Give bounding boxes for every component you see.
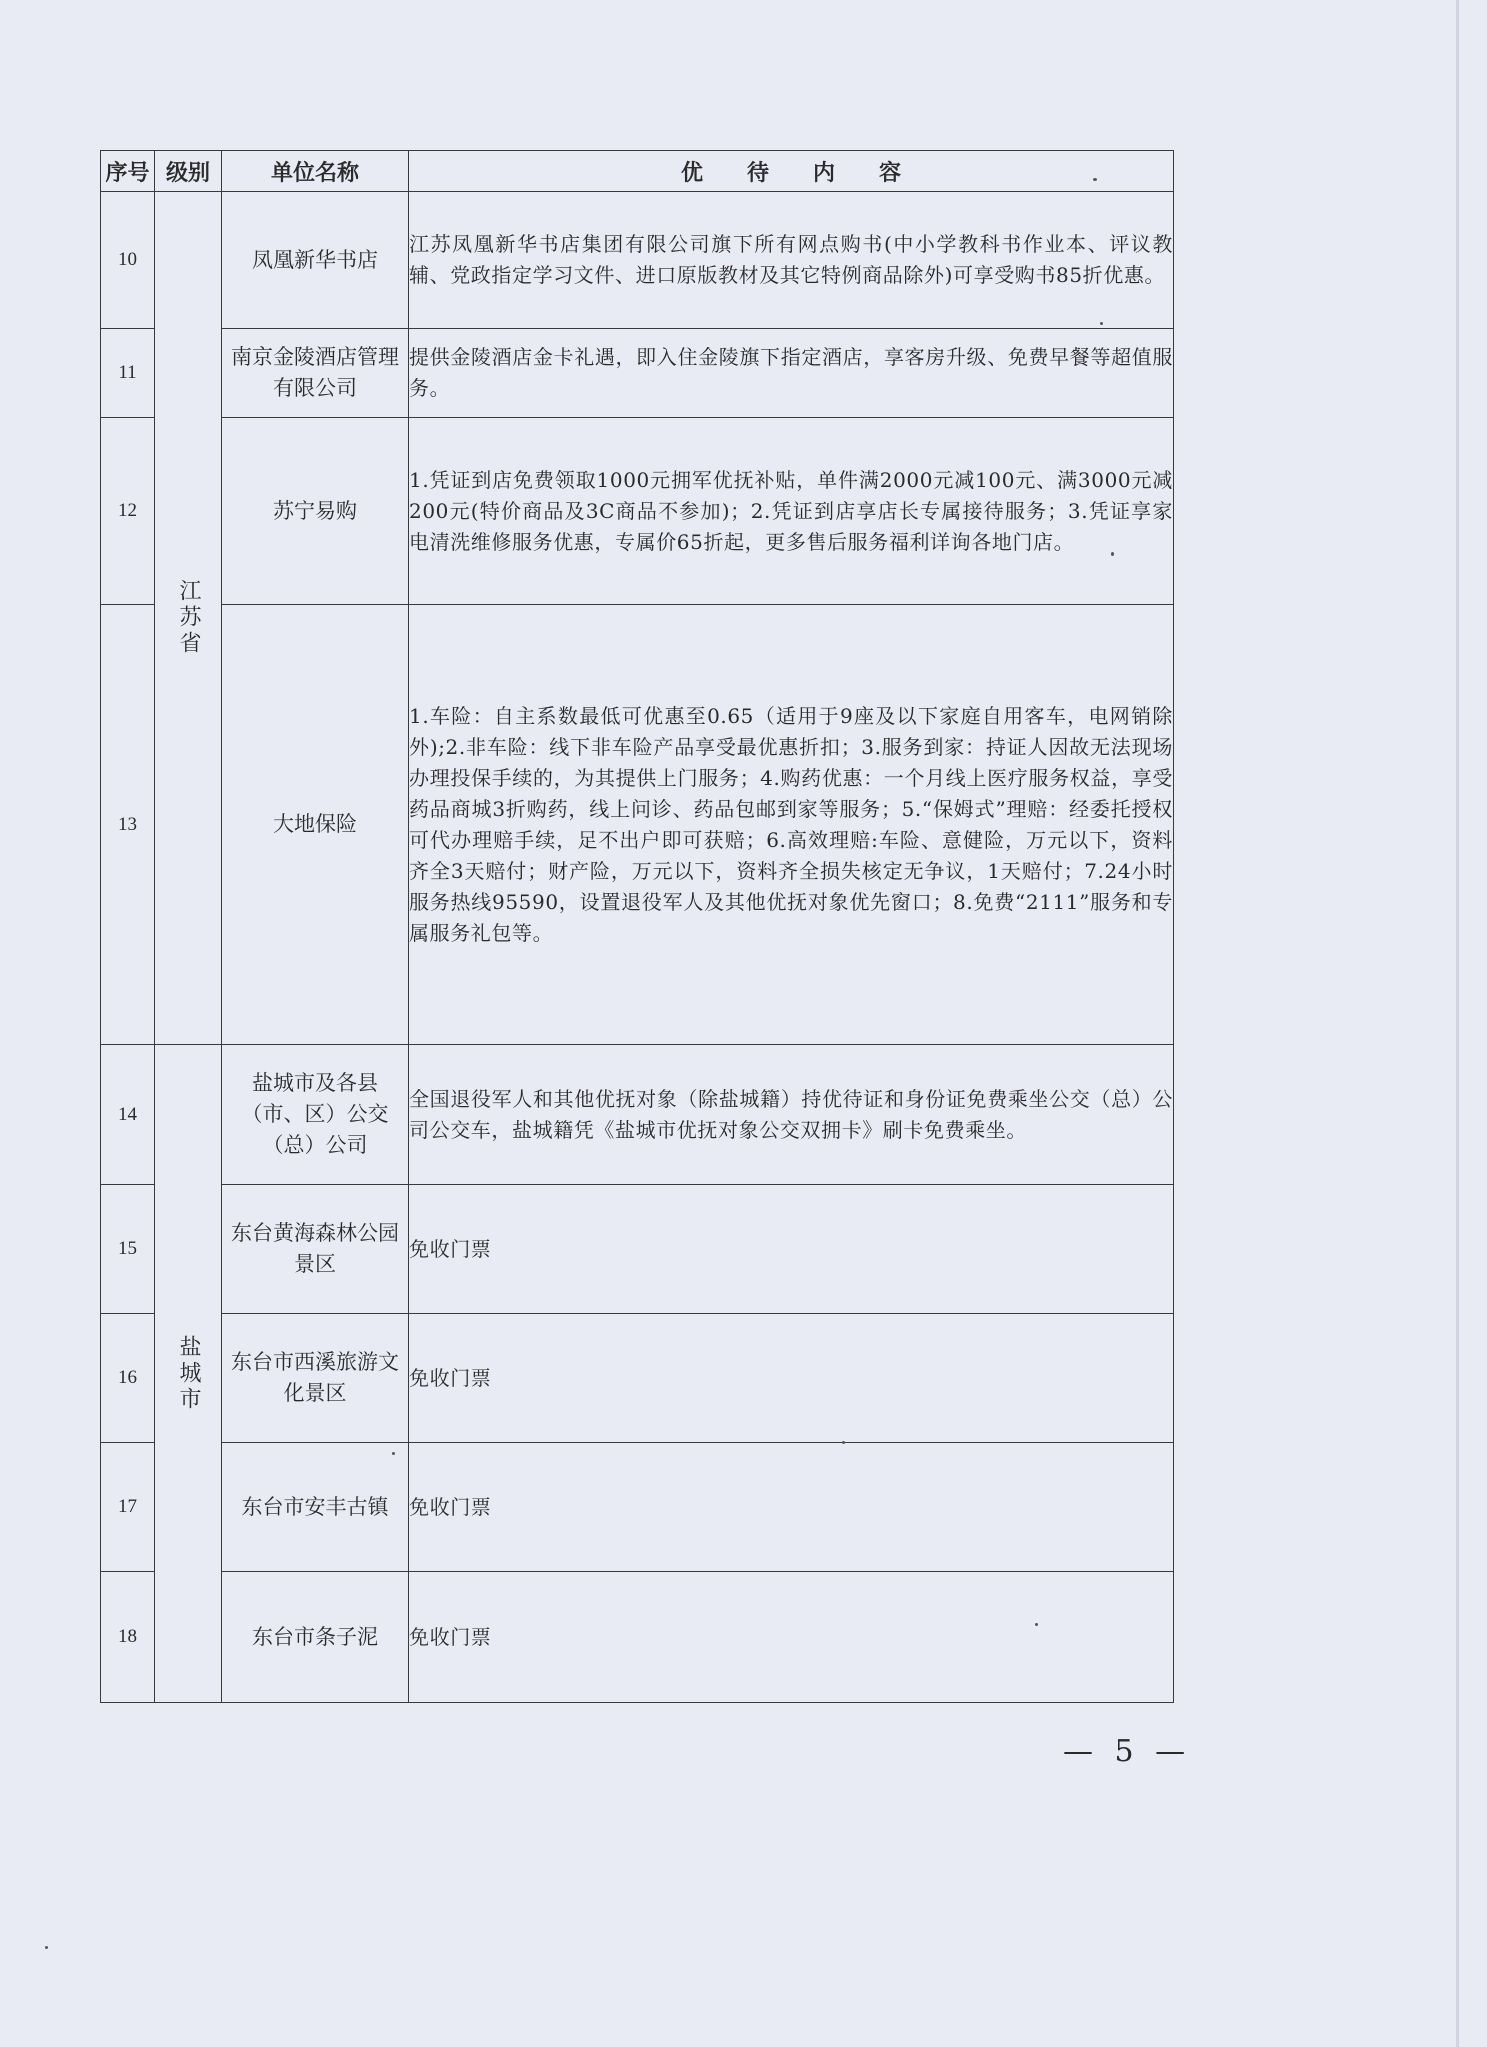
benefit-content: 江苏凤凰新华书店集团有限公司旗下所有网点购书(中小学教科书作业本、评议教辅、党政指定学习文件、进口原版教材及其它特例商品除外)可享受购书85折优惠。 <box>409 192 1174 329</box>
unit-name: 南京金陵酒店管理有限公司 <box>222 329 409 418</box>
scan-speck <box>1093 178 1097 181</box>
unit-name: 凤凰新华书店 <box>222 192 409 329</box>
table-row <box>101 1045 1174 1185</box>
benefit-content: 1.凭证到店免费领取1000元拥军优抚补贴，单件满2000元减100元、满3000元减200元(特价商品及3C商品不参加)；2.凭证到店享店长专属接待服务；3.凭证享家电清洗维修服务优惠，专属价65折起，更多售后服务福利详询各地门店。 <box>409 418 1174 605</box>
scan-speck <box>1111 552 1114 556</box>
page-number: — 5 — <box>1063 1734 1192 1769</box>
benefit-content: 1.车险：自主系数最低可优惠至0.65（适用于9座及以下家庭自用客车，电网销除外);2.非车险：线下非车险产品享受最优惠折扣；3.服务到家：持证人因故无法现场办理投保手续的，为其提供上门服务；4.购药优惠：一个月线上医疗服务权益，享受药品商城3折购药，线上问诊、药品包邮到家等服务；5.“保姆式”理赔：经委托授权可代办理赔手续，足不出户即可获赔；6.高效理赔:车险、意健险，万元以下，资料齐全3天赔付；财产险，万元以下，资料齐全损失核定无争议，1天赔付；7.24小时服务热线95590，设置退役军人及其他优抚对象优先窗口；8.免费“2111”服务和专属服务礼包等。 <box>409 605 1174 1045</box>
header-unit: 单位名称 <box>222 151 409 192</box>
page-edge <box>1456 0 1459 2047</box>
table-row <box>101 192 1174 329</box>
table-row <box>101 418 1174 605</box>
unit-name: 苏宁易购 <box>222 418 409 605</box>
benefit-content: 免收门票 <box>409 1185 1174 1314</box>
table-row <box>101 1572 1174 1703</box>
unit-name: 东台市安丰古镇 <box>222 1443 409 1572</box>
scan-speck <box>842 1441 845 1444</box>
row-index: 14 <box>101 1045 155 1185</box>
unit-name: 盐城市及各县（市、区）公交（总）公司 <box>222 1045 409 1185</box>
benefits-table <box>100 150 1174 1703</box>
header-level: 级别 <box>155 151 222 192</box>
header-content: 优待内容 <box>409 151 1174 192</box>
row-index: 11 <box>101 329 155 418</box>
row-index: 16 <box>101 1314 155 1443</box>
table-row <box>101 1443 1174 1572</box>
table-row <box>101 329 1174 418</box>
unit-name: 东台黄海森林公园景区 <box>222 1185 409 1314</box>
header-index: 序号 <box>101 151 155 192</box>
unit-name: 东台市条子泥 <box>222 1572 409 1703</box>
row-index: 18 <box>101 1572 155 1703</box>
table-row <box>101 1314 1174 1443</box>
scan-speck <box>1100 322 1103 325</box>
row-index: 17 <box>101 1443 155 1572</box>
row-index: 15 <box>101 1185 155 1314</box>
benefit-content: 免收门票 <box>409 1572 1174 1703</box>
benefit-content: 免收门票 <box>409 1314 1174 1443</box>
benefit-content: 提供金陵酒店金卡礼遇，即入住金陵旗下指定酒店，享客房升级、免费早餐等超值服务。 <box>409 329 1174 418</box>
region-label: 盐城市 <box>176 1334 201 1413</box>
benefit-content: 全国退役军人和其他优抚对象（除盐城籍）持优待证和身份证免费乘坐公交（总）公司公交车，盐城籍凭《盐城市优抚对象公交双拥卡》刷卡免费乘坐。 <box>409 1045 1174 1185</box>
scan-speck <box>1035 1623 1038 1626</box>
region-cell-jiangsu <box>155 192 222 1045</box>
unit-name: 大地保险 <box>222 605 409 1045</box>
scan-speck <box>45 1946 48 1949</box>
row-index: 12 <box>101 418 155 605</box>
unit-name: 东台市西溪旅游文化景区 <box>222 1314 409 1443</box>
row-index: 10 <box>101 192 155 329</box>
row-index: 13 <box>101 605 155 1045</box>
table-row <box>101 605 1174 1045</box>
benefit-content: 免收门票 <box>409 1443 1174 1572</box>
scan-speck <box>392 1452 395 1455</box>
region-label: 江苏省 <box>176 579 201 657</box>
benefits-table-container <box>100 150 1173 1703</box>
region-cell-yancheng <box>155 1045 222 1703</box>
table-row <box>101 1185 1174 1314</box>
table-header-row <box>101 151 1174 192</box>
